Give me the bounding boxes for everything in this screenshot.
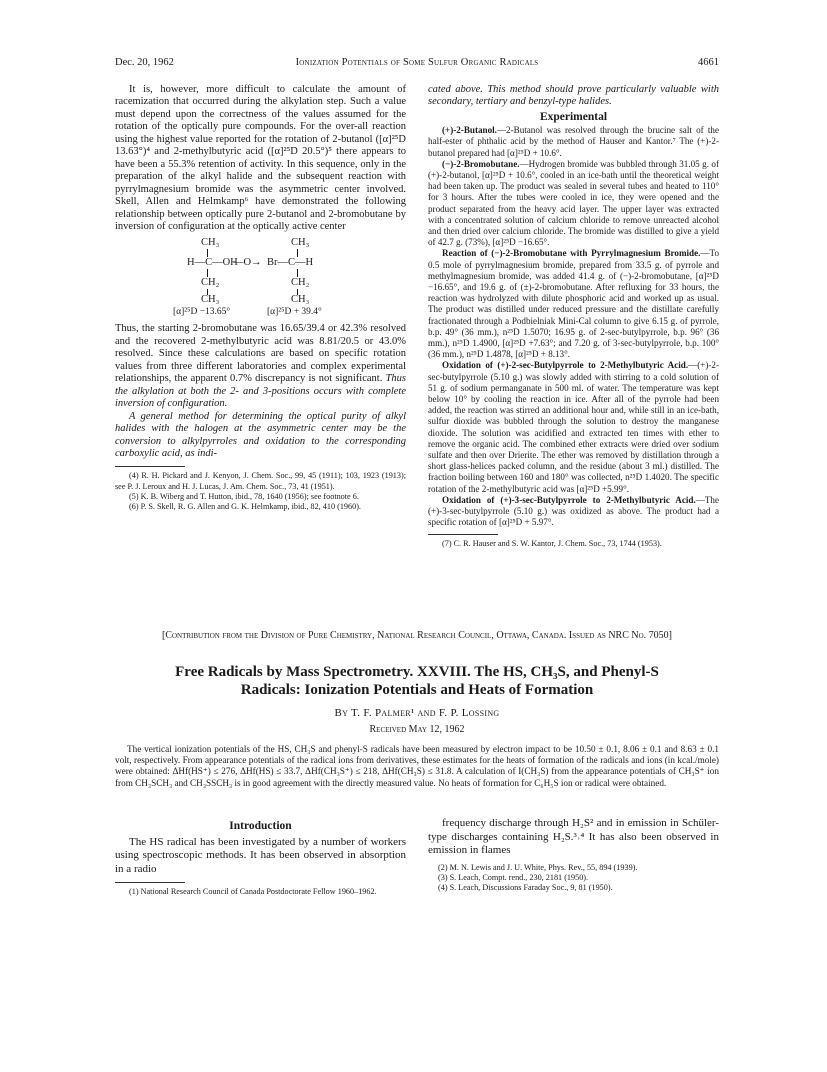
footnote-4b: (4) S. Leach, Discussions Faraday Soc., 9, 81 (1950). <box>438 883 613 893</box>
running-head-date: Dec. 20, 1962 <box>115 57 174 68</box>
scheme-bond <box>207 269 208 277</box>
footnote-rule <box>115 882 185 883</box>
footnote-4: (4) R. H. Pickard and J. Kenyon, J. Chem. Soc., 99, 45 (1911); 103, 1923 (1913); see P. J. Leroux and H. J. Lucas, J. Am. Chem. Soc., 73, 41 (1951). <box>115 471 406 491</box>
scheme-ch3-top-left: CH₃ <box>201 237 220 249</box>
right-paragraph-1-text: cated above. This method should prove particularly valuable with secondary, tertiary and benzyl-type halides. <box>428 84 719 108</box>
experimental-butanol-text: —2-Butanol was resolved through the brucine salt of the half-ester of phthalic acid by the method of Hauser and Kantor.⁷ The (+)-2-butanol prepared had [α]²⁵D + 10.6°. <box>428 125 719 158</box>
scheme-bromobutane-row: Br—C—H <box>267 257 314 269</box>
received-date: Received May 12, 1962 <box>369 724 465 735</box>
right-paragraph-1 <box>428 84 719 109</box>
scheme-butanol-row: H—C—OH <box>187 257 238 269</box>
intro-paragraph-right: frequency discharge through H₂S² and in emission in Schüler-type discharges containing H₂S.³˒⁴ It has also been observed in emission in flames <box>428 817 719 857</box>
experimental-oxidation-2-heading: Oxidation of (+)-2-sec-Butylpyrrole to 2-Methylbutyric Acid. <box>442 360 689 371</box>
experimental-butanol-heading: (+)-2-Butanol. <box>442 125 497 136</box>
scheme-rotation-right: [α]²⁵D + 39.4° <box>267 307 322 318</box>
contribution-line: [Contribution from the Division of Pure Chemistry, National Research Council, Ottawa, Canada. Issued as NRC No. 7050] <box>161 630 672 641</box>
experimental-oxidation-2-text: —(+)-2-sec-butylpyrrole (5.10 g.) was slowly added with stirring to a cold solution of 51 g. of sodium permanganate in 500 ml. of water. The temperature was kept below 10° by cooling the reaction in ice. After all of the pyrrole had been added, the reaction was stirred an additional hour and, while still in an ice-bath, sulfur dioxide was bubbled through the solution to destroy the manganese dioxide. The solution was acidified and extracted ten times with ether to remove the organic acid. The combined ether extracts were dried over sodium sulfate and then over Drierite. The ether was removed by distillation through a short glass-helices packed column, and the residue (about 3 ml.) distilled. The fraction boiling between 160 and 180° was collected, n²⁵D 1.4020. The specific rotation of the 2-methylbutyric acid was [α]²⁵D +5.99°. <box>428 360 719 494</box>
left-paragraph-2-text: Thus, the starting 2-bromobutane was 16.65/39.4 or 42.3% resolved and the recovered 2-methylbutyric acid was 8.81/20.5 or 43.0% resolved. Since these calculations are based on specific rotation values from three different laboratories and complex experimental relationships, the apparent 0.7% discrepancy is not significant. <box>115 323 406 385</box>
footnote-5: (5) K. B. Wiberg and T. Hutton, ibid., 78, 1640 (1956); see footnote 6. <box>129 491 359 501</box>
scheme-arrow: —O→ <box>233 257 262 269</box>
footnote-rule <box>428 534 498 535</box>
left-paragraph-3-text: A general method for determining the optical purity of alkyl halides with the halogen at the asymmetric center may be the conversion to alkylpyrroles and oxidation to the corresponding carboxylic acid, as indi- <box>115 410 406 459</box>
footnote-2: (2) M. N. Lewis and J. U. White, Phys. Rev., 55, 894 (1939). <box>438 862 638 872</box>
scheme-bond <box>297 249 298 257</box>
article-abstract: The vertical ionization potentials of the HS, CH₃S and phenyl-S radicals have been measured by electron impact to be 10.50 ± 0.1, 8.06 ± 0.1 and 8.63 ± 0.1 volt, respectively. From appearance potentials of the radical ions from derivatives, these estimates for the heats of formation of the radicals and ions (in kcal./mole) were obtained: ΔHf(HS⁺) ≤ 276, ΔHf(HS) ≤ 33.7, ΔHf(CH₃S⁺) ≤ 218, ΔHf(CH₃S) ≤ 31.8. A calculation of I(CH₃S) from the appearance potentials of CH₃S⁺ ion from CH₃SCH₃ and CH₃SSCH₃ is in good agreement with the directly measured value. No heats of formation for C₆H₅S ion or radical were obtained. <box>115 744 719 788</box>
article-title-line-1: Free Radicals by Mass Spectrometry. XXVIII. The HS, CH₃S, and Phenyl-S <box>175 664 659 680</box>
left-paragraph-3 <box>115 411 406 461</box>
article-authors: By T. F. Palmer¹ and F. P. Lossing <box>334 707 500 719</box>
intro-right-column <box>428 817 719 893</box>
experimental-reaction-text: —To 0.5 mole of pyrrylmagnesium bromide, prepared from 33.5 g. of pyrrole and methylmagnesium bromide, was added 41.4 g. of (−)-2-bromobutane, [α]²⁵D −16.65°, and 19.6 g. of (±)-2-bromobutane. After refluxing for 33 hours, the reaction was hydrolyzed with dilute phosphoric acid and worked up as usual. The product was distilled under reduced pressure and the distillate carefully fractionated through a Podbielniak Mini-Cal column to give 6.15 g. of pyrrole, b.p. 49° (36 mm.), n²⁵D 1.5070; 16.95 g. of 2-sec-butylpyrrole, b.p. 96° (36 mm.), n²⁵D 1.4900, [α]²⁵D +7.63°; and 7.20 g. of 3-sec-butylpyrrole, b.p. 100° (36 mm.), n²⁵D 1.4878, [α]²⁵D + 8.13°. <box>428 248 719 360</box>
page-number: 4661 <box>698 57 719 68</box>
scheme-bond <box>207 249 208 257</box>
experimental-bromobutane-heading: (−)-2-Bromobutane. <box>442 158 520 169</box>
scheme-ch2-left: CH₂ <box>201 277 220 289</box>
left-paragraph-2 <box>115 323 406 410</box>
footnote-rule <box>115 466 185 467</box>
footnote-1: (1) National Research Council of Canada Postdoctorate Fellow 1960–1962. <box>129 887 377 897</box>
left-paragraph-1: It is, however, more difficult to calculate the amount of racemization that occurred during the alkylation step. Such a value must depend upon the correctness of the values assumed for the rotation of the optically pure compounds. For the over-all reaction using the highest value reported for the rotation of 2-butanol ([α]²⁵D 13.63°)⁴ and 2-methylbutyric acid ([α]²⁵D 20.5°)⁵ there appears to have been a 55.3% retention of activity. In this sequence, only in the preparation of the alkyl halide and the subsequent reaction with pyrrylmagnesium bromide was the asymmetric center involved. Skell, Allen and Helmkamp⁶ have demonstrated the following relationship between optically pure 2-butanol and 2-bromobutane by inversion of configuration at the optically active center <box>115 84 406 232</box>
scheme-rotation-left: [α]²⁵D −13.65° <box>173 307 231 318</box>
section-heading-introduction: Introduction <box>229 820 292 832</box>
intro-left-column <box>115 817 406 898</box>
running-head-title: Ionization Potentials of Some Sulfur Organic Radicals <box>295 57 539 68</box>
scheme-ch2-right: CH₂ <box>291 277 310 289</box>
experimental-oxidation-3-heading: Oxidation of (+)-3-sec-Butylpyrrole to 2-Methylbutyric Acid. <box>442 494 696 505</box>
article-title <box>115 664 719 699</box>
footnote-list <box>428 863 719 894</box>
section-heading-experimental: Experimental <box>539 110 608 123</box>
left-column <box>115 84 406 512</box>
experimental-reaction-heading: Reaction of (−)-2-Bromobutane with Pyrrylmagnesium Bromide. <box>442 248 701 259</box>
article-title-line-2: Radicals: Ionization Potentials and Heats of Formation <box>240 681 594 698</box>
intro-paragraph-left: The HS radical has been investigated by a number of workers using spectroscopic methods. It has been observed in absorption in a radio <box>115 835 406 875</box>
experimental-butanol <box>428 125 719 159</box>
footnote-7: (7) C. R. Hauser and S. W. Kantor, J. Chem. Soc., 73, 1744 (1953). <box>442 539 662 549</box>
footnote-3: (3) S. Leach, Compt. rend., 230, 2181 (1950). <box>438 872 589 882</box>
experimental-reaction <box>428 248 719 360</box>
scheme-bond <box>297 269 298 277</box>
running-head <box>115 56 719 70</box>
experimental-oxidation-3 <box>428 495 719 529</box>
scheme-ch3-top-right: CH₃ <box>291 237 310 249</box>
right-column <box>428 84 719 550</box>
footnote-6: (6) P. S. Skell, R. G. Allen and G. K. Helmkamp, ibid., 82, 410 (1960). <box>129 501 361 511</box>
experimental-bromobutane-text: —Hydrogen bromide was bubbled through 31.05 g. of (+)-2-butanol, [α]²⁵D + 10.6°, cooled in an ice-bath until the theoretical weight had been taken up. The product was sealed in several tubes and heated to 110° for 3 hours. After the tubes were cooled in ice, they were opened and the product separated from the heavy acid layer. The upper layer was extracted with a concentrated solution of calcium chloride to remove unreacted alcohol and then dried over calcium chloride. The bromide was distilled to give a yield of 42.7 g. (73%), [α]²⁵D −16.65°. <box>428 158 719 248</box>
experimental-oxidation-2 <box>428 360 719 494</box>
left-paragraph-2-conclusion: Thus the alkylation at both the 2- and 3-positions occurs with complete inversion of configuration. <box>115 373 407 410</box>
experimental-bromobutane <box>428 159 719 249</box>
scheme-ch3-bottom-left: CH₃ <box>201 294 220 306</box>
scheme-ch3-bottom-right: CH₃ <box>291 294 310 306</box>
experimental-oxidation-3-text: —The (+)-3-sec-butylpyrrole (5.10 g.) was oxidized as above. The product had a specific rotation of [α]²⁵D + 5.97°. <box>428 494 719 528</box>
configuration-scheme <box>115 237 406 317</box>
